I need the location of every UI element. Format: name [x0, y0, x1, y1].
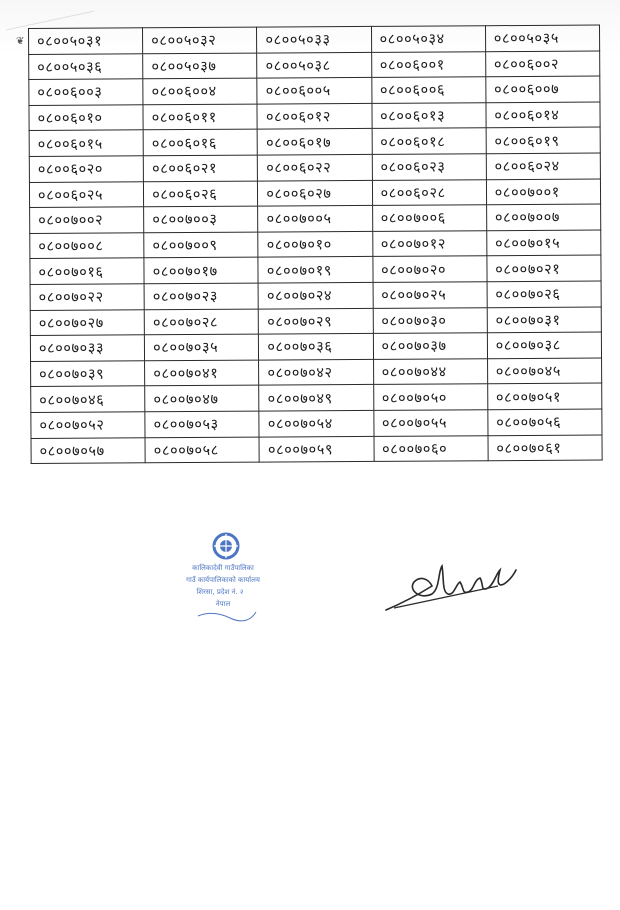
- table-row: [30, 230, 601, 259]
- table-row: [29, 51, 600, 80]
- roll-number-cell: ०८००७०५८: [145, 437, 259, 463]
- folded-corner: [0, 0, 94, 30]
- table-row: [29, 76, 600, 105]
- roll-number-cell: ०८००६००५: [257, 78, 371, 104]
- roll-number-cell: ०८००६०१९: [486, 127, 600, 153]
- roll-number-cell: ०८००७०५४: [259, 410, 373, 436]
- roll-number-cell: ०८००६०१६: [143, 129, 257, 155]
- roll-number-cell: ०८००७००२: [30, 207, 144, 233]
- roll-number-cell: ०८००७००७: [486, 204, 600, 230]
- roll-number-cell: ०८००७०२८: [144, 309, 258, 335]
- roll-number-cell: ०८००६००७: [486, 76, 600, 102]
- roll-number-cell: ०८००५०३५: [485, 25, 599, 51]
- roll-number-cell: ०८००५०३१: [29, 28, 143, 54]
- roll-number-cell: ०८००७००३: [144, 206, 258, 232]
- roll-number-cell: ०८००६०२७: [258, 180, 372, 206]
- roll-number-table: [28, 25, 603, 465]
- roll-number-cell: ०८००७०४५: [487, 358, 601, 384]
- table-row: [29, 153, 600, 182]
- table-row: [29, 25, 600, 54]
- roll-number-cell: ०८००५०३७: [143, 53, 257, 79]
- roll-number-cell: ०८००५०३४: [371, 26, 485, 52]
- roll-number-cell: ०८००७०३७: [373, 333, 487, 359]
- table-row: [31, 435, 602, 464]
- roll-number-cell: ०८००६०१०: [29, 105, 143, 131]
- roll-number-cell: ०८००६००३: [29, 79, 143, 105]
- roll-number-cell: ०८००७०१९: [258, 257, 372, 283]
- roll-number-cell: ०८००७०५७: [31, 437, 145, 463]
- roll-number-cell: ०८००६०२४: [486, 153, 600, 179]
- table-row: [30, 332, 601, 361]
- roll-number-cell: ०८००६०१८: [372, 128, 486, 154]
- roll-number-cell: ०८००६००२: [485, 51, 599, 77]
- roll-number-cell: ०८००७०१०: [258, 231, 372, 257]
- roll-number-cell: ०८००७०२६: [487, 281, 601, 307]
- roll-number-cell: ०८००७०३५: [145, 334, 259, 360]
- roll-number-cell: ०८००६००६: [371, 77, 485, 103]
- roll-number-cell: ०८००६०२१: [143, 155, 257, 181]
- roll-number-cell: ०८००७०४१: [145, 360, 259, 386]
- roll-number-cell: ०८००७०५३: [145, 411, 259, 437]
- table-row: [30, 281, 601, 310]
- roll-number-cell: ०८००७०४२: [259, 359, 373, 385]
- roll-number-cell: ०८००५०३३: [257, 26, 371, 52]
- table-row: [29, 127, 600, 156]
- roll-number-cell: ०८००७०५०: [373, 384, 487, 410]
- roll-number-cell: ०८००७०३६: [259, 334, 373, 360]
- roll-number-cell: ०८००७०५५: [373, 410, 487, 436]
- roll-number-cell: ०८००७०५२: [31, 412, 145, 438]
- roll-number-cell: ०८००५०३८: [257, 52, 371, 78]
- roll-number-cell: ०८००७०४७: [145, 385, 259, 411]
- roll-number-cell: ०८००६०२६: [144, 181, 258, 207]
- roll-number-cell: ०८००५०३६: [29, 53, 143, 79]
- roll-number-cell: ०८००६०२०: [29, 156, 143, 182]
- roll-number-cell: ०८००६०१२: [257, 103, 371, 129]
- table-row: [31, 358, 602, 387]
- roll-number-cell: ०८००७०३३: [30, 335, 144, 361]
- roll-number-cell: ०८००७०२०: [372, 256, 486, 282]
- roll-number-cell: ०८००७०२१: [487, 255, 601, 281]
- table-row: [29, 179, 600, 208]
- stamp-text-line: शिरसा, प्रदेश नं. २: [196, 588, 244, 596]
- table-row: [30, 307, 601, 336]
- roll-number-cell: ०८००७०५९: [259, 436, 373, 462]
- roll-number-cell: ०८००७००५: [258, 206, 372, 232]
- roll-number-cell: ०८००७०३०: [373, 307, 487, 333]
- roll-number-cell: ०८००७०१६: [30, 258, 144, 284]
- roll-number-cell: ०८००७०६१: [488, 435, 602, 461]
- roll-number-cell: ०८००६००१: [371, 51, 485, 77]
- roll-number-cell: ०८००७०२९: [259, 308, 373, 334]
- roll-number-cell: ०८००६०१७: [257, 129, 371, 155]
- table-row: [30, 204, 601, 233]
- stamp-text-line: नेपाल: [215, 600, 231, 608]
- roll-number-cell: ०८००७०१७: [144, 257, 258, 283]
- roll-number-cell: ०८००७००१: [486, 179, 600, 205]
- stamp-text-line: कालिकादेवी गाउँपालिका: [192, 564, 254, 572]
- handwritten-signature: [380, 548, 520, 618]
- stamp-text-line: गाउँ कार्यपालिकाको कार्यालय: [186, 576, 260, 584]
- roll-number-cell: ०८००७००९: [144, 232, 258, 258]
- roll-number-cell: ०८००७०२५: [373, 282, 487, 308]
- roll-number-cell: ०८००६०२२: [258, 154, 372, 180]
- roll-number-cell: ०८००७०४९: [259, 385, 373, 411]
- roll-number-cell: ०८००७०३९: [31, 361, 145, 387]
- roll-number-cell: ०८००६०२३: [372, 154, 486, 180]
- roll-number-cell: ०८००७०२४: [258, 282, 372, 308]
- roll-number-cell: ०८००७०२३: [144, 283, 258, 309]
- roll-number-cell: ०८००७००८: [30, 233, 144, 259]
- roll-number-table-body: [29, 25, 603, 464]
- roll-number-cell: ०८००७०४६: [31, 386, 145, 412]
- table-row: [31, 383, 602, 412]
- roll-number-cell: ०८००७०१५: [486, 230, 600, 256]
- roll-number-cell: ०८००७००६: [372, 205, 486, 231]
- roll-number-cell: ०८००७०२७: [30, 309, 144, 335]
- roll-number-cell: ०८००७०४४: [373, 358, 487, 384]
- table-row: [31, 409, 602, 438]
- office-seal-stamp: [168, 528, 278, 638]
- pin-mark-icon: ❦: [16, 36, 25, 47]
- roll-number-cell: ०८००७०२२: [30, 284, 144, 310]
- roll-number-cell: ०८००७०३१: [487, 307, 601, 333]
- roll-number-cell: ०८००६००४: [143, 78, 257, 104]
- table-row: [30, 255, 601, 284]
- roll-number-cell: ०८००७०३८: [487, 332, 601, 358]
- roll-number-cell: ०८००७०६०: [374, 435, 488, 461]
- roll-number-cell: ०८००५०३२: [143, 27, 257, 53]
- roll-number-cell: ०८००७०५१: [487, 383, 601, 409]
- roll-number-cell: ०८००६०२५: [29, 181, 143, 207]
- roll-number-cell: ०८००६०१५: [29, 130, 143, 156]
- roll-number-cell: ०८००७०१२: [372, 230, 486, 256]
- roll-number-cell: ०८००६०११: [143, 104, 257, 130]
- roll-number-cell: ०८००६०१३: [372, 102, 486, 128]
- roll-number-cell: ०८००७०५६: [488, 409, 602, 435]
- roll-number-cell: ०८००६०१४: [486, 102, 600, 128]
- roll-number-cell: ०८००६०२८: [372, 179, 486, 205]
- table-row: [29, 102, 600, 131]
